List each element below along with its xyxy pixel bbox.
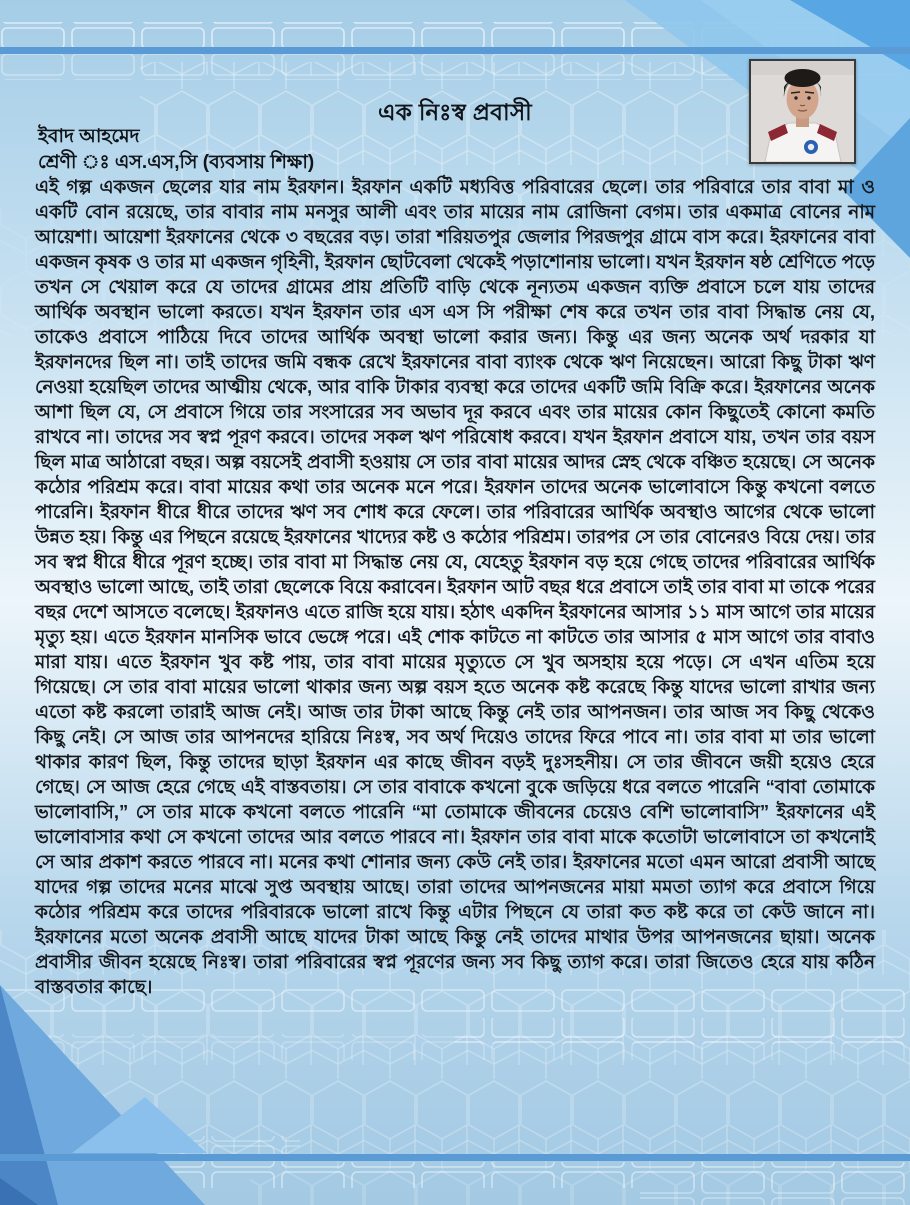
- page-title: এক নিঃস্ব প্রবাসী: [377, 99, 533, 125]
- student-portrait-illustration: [751, 61, 854, 162]
- author-block: [38, 124, 314, 176]
- story-body: এই গল্প একজন ছেলের যার নাম ইরফান। ইরফান একটি মধ্যবিত্ত পরিবারের ছেলে। তার পরিবারে তার বাবা মা ও একটি বোন রয়েছে, তার বাবার নাম মনসুর আলী এবং তার মায়ের নাম রোজিনা বেগম। তার একমাত্র বোনের নাম আয়েশা। আয়েশা ইরফানের থেকে ৩ বছরের বড়। তারা শরিয়তপুর জেলার পিরজপুর গ্রামে বাস করে। ইরফানের বাবা একজন কৃষক ও তার মা একজন গৃহিনী, ইরফান ছোটবেলা থেকেই পড়াশোনায় ভালো। যখন ইরফান ষষ্ঠ শ্রেণিতে পড়ে তখন সে খেয়াল করে যে তাদের গ্রামের প্রায় প্রতিটি বাড়ি থেকে নূন্যতম একজন ব্যক্তি প্রবাসে চলে যায় তাদের আর্থিক অবস্থান ভালো করতে। যখন ইরফান তার এস এস সি পরীক্ষা শেষ করে তখন তার বাবা সিদ্ধান্ত নেয় যে, তাকেও প্রবাসে পাঠিয়ে দিবে তাদের আর্থিক অবস্থা ভালো করার জন্য। কিন্তু এর জন্য অনেক অর্থ দরকার যা ইরফানদের ছিল না। তাই তাদের জমি বন্ধক রেখে ইরফানের বাবা ব্যাংক থেকে ঋণ নিয়েছেন। আরো কিছু টাকা ঋণ নেওয়া হয়েছিল তাদের আত্মীয় থেকে, আর বাকি টাকার ব্যবস্থা করে তাদের একটি জমি বিক্রি করে। ইরফানের অনেক আশা ছিল যে, সে প্রবাসে গিয়ে তার সংসারের সব অভাব দূর করবে এবং তার মায়ের কোন কিছুতেই কোনো কমতি রাখবে না। তাদের সব স্বপ্ন পূরণ করবে। তাদের সকল ঋণ পরিষোধ করবে। যখন ইরফান প্রবাসে যায়, তখন তার বয়স ছিল মাত্র আঠারো বছর। অল্প বয়সেই প্রবাসী হওয়ায় সে তার বাবা মায়ের আদর স্নেহ থেকে বঞ্চিত হয়েছে। সে অনেক কঠোর পরিশ্রম করে। বাবা মায়ের কথা তার অনেক মনে পরে। ইরফান তাদের অনেক ভালোবাসে কিন্তু কখনো বলতে পারেনি। ইরফান ধীরে ধীরে তাদের ঋণ সব শোধ করে ফেলে। তার পরিবারের আর্থিক অবস্থাও আগের থেকে ভালো উন্নত হয়। কিন্তু এর পিছনে রয়েছে ইরফানের খাদ্যের কষ্ট ও কঠোর পরিশ্রম। তারপর সে তার বোনেরও বিয়ে দেয়। তার সব স্বপ্ন ধীরে ধীরে পূরণ হচ্ছে। তার বাবা মা সিদ্ধান্ত নেয় যে, যেহেতু ইরফান বড় হয়ে গেছে তাদের পরিবারের আর্থিক অবস্থাও ভালো আছে, তাই তারা ছেলেকে বিয়ে করাবেন। ইরফান আট বছর ধরে প্রবাসে তাই তার বাবা মা তাকে পরের বছর দেশে আসতে বলেছে। ইরফানও এতে রাজি হয়ে যায়। হঠাৎ একদিন ইরফানের আসার ১১ মাস আগে তার মায়ের মৃত্যু হয়। এতে ইরফান মানসিক ভাবে ভেঙ্গে পরে। এই শোক কাটতে না কাটতে তার আসার ৫ মাস আগে তার বাবাও মারা যায়। এতে ইরফান খুব কষ্ট পায়, তার বাবা মায়ের মৃত্যুতে সে খুব অসহায় হয়ে পড়ে। সে এখন এতিম হয়ে গিয়েছে। সে তার বাবা মায়ের ভালো থাকার জন্য অল্প বয়স হতে অনেক কষ্ট করেছে কিন্তু যাদের ভালো রাখার জন্য এতো কষ্ট করলো তারাই আজ নেই। আজ তার টাকা আছে কিন্তু নেই তার আপনজন। তার আজ সব কিছু থেকেও কিছু নেই। সে আজ তার আপনদের হারিয়ে নিঃস্ব, সব অর্থ দিয়েও তাদের ফিরে পাবে না। তার বাবা মা তার ভালো থাকার কারণ ছিল, কিন্তু তাদের ছাড়া ইরফান এর কাছে জীবন বড়ই দুঃসহনীয়। সে তার জীবনে জয়ী হয়েও হেরে গেছে। সে আজ হেরে গেছে এই বাস্তবতায়। সে তার বাবাকে কখনো বুকে জড়িয়ে ধরে বলতে পারেনি “বাবা তোমাকে ভালোবাসি,” সে তার মাকে কখনো বলতে পারেনি “মা তোমাকে জীবনের চেয়েও বেশি ভালোবাসি” ইরফানের এই ভালোবাসার কথা সে কখনো তাদের আর বলতে পারবে না। ইরফান তার বাবা মাকে কতোটা ভালোবাসে তা কখনোই সে আর প্রকাশ করতে পারবে না। মনের কথা শোনার জন্য কেউ নেই তার। ইরফানের মতো এমন আরো প্রবাসী আছে যাদের গল্প তাদের মনের মাঝে সুপ্ত অবস্থায় আছে। তারা তাদের আপনজনের মায়া মমতা ত্যাগ করে প্রবাসে গিয়ে কঠোর পরিশ্রম করে তাদের পরিবারকে ভালো রাখে কিন্তু এটার পিছনে যে তারা কত কষ্ট করে তা কেউ জানে না। ইরফানের মতো অনেক প্রবাসী আছে যাদের টাকা আছে কিন্তু নেই তাদের মাথার উপর আপনজনের ছায়া। অনেক প্রবাসীর জীবন হয়েছে নিঃস্ব। তারা পরিবারের স্বপ্ন পূরণের জন্য সব কিছু ত্যাগ করে। তারা জিতেও হেরে যায় কঠিন বাস্তবতার কাছে।: [35, 176, 875, 997]
- author-class-line: শ্রেণী ঃ এস.এস,সি (ব্যবসায় শিক্ষা): [38, 152, 315, 173]
- author-name: ইবাদ আহমেদ: [38, 126, 140, 147]
- student-photo: [749, 59, 856, 164]
